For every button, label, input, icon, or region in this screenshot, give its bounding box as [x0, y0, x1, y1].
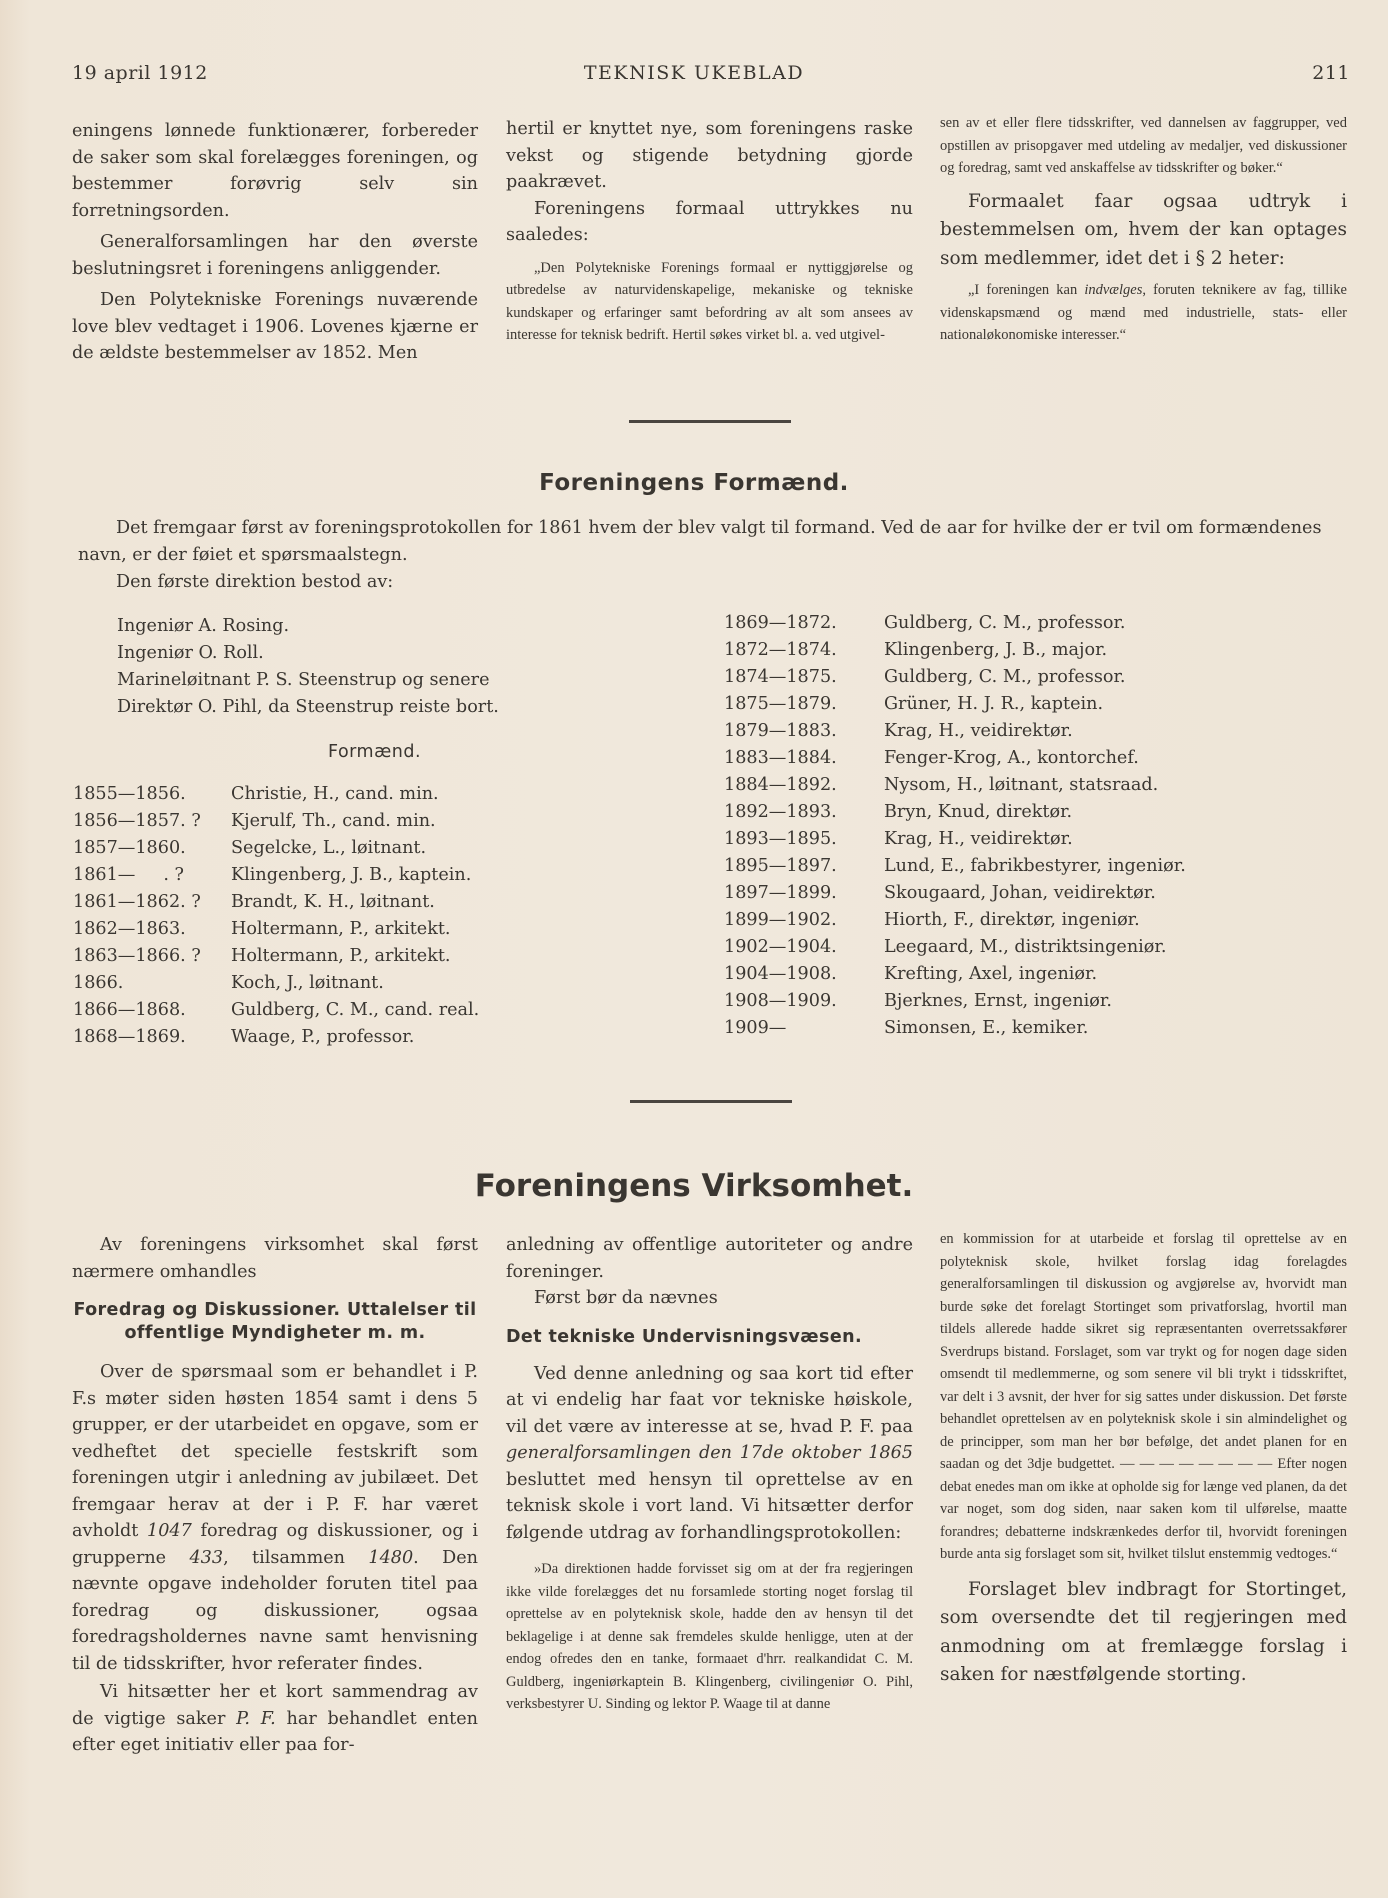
- president-row: [724, 826, 1186, 853]
- paragraph: Forslaget blev indbragt for Stortinget, som oversendte det til regjeringen med anmodning om at fremlægge forslag i saken for næstfølgende storting.: [940, 1578, 1347, 1685]
- president-name: Guldberg, C. M., professor.: [884, 667, 1126, 687]
- term-years: 1868—1869.: [73, 1027, 186, 1047]
- president-row: [73, 862, 479, 889]
- header-date: 19 april 1912: [72, 62, 208, 84]
- term-years: 1856—1857. ?: [73, 811, 201, 831]
- president-name: Krag, H., veidirektør.: [884, 721, 1073, 741]
- president-row: [724, 718, 1186, 745]
- president-name: Klingenberg, J. B., major.: [884, 640, 1108, 660]
- term-years: 1874—1875.: [724, 667, 837, 687]
- quote-paragraph: „Den Polytekniske Forenings formaal er nyttiggjørelse og utbredelse av naturvidenskapelige, mekaniske og tekniske kundskaper og erfaringer samt befordring av alt som ansees av interesse for teknisk bedrift. Hertil søkes virket bl. a. ved utgivel-: [506, 259, 913, 343]
- president-name: Koch, J., løitnant.: [231, 973, 384, 993]
- term-years: 1895—1897.: [724, 856, 837, 876]
- paragraph: Generalforsamlingen har den øverste beslutningsret i foreningens anliggender.: [72, 232, 478, 279]
- subheading: Det tekniske Undervisningsvæsen.: [506, 1326, 863, 1347]
- president-name: Fenger-Krog, A., kontorchef.: [884, 748, 1139, 768]
- president-name: Christie, H., cand. min.: [231, 784, 439, 804]
- president-name: Waage, P., professor.: [231, 1027, 415, 1047]
- text: Over de spørsmaal som er behandlet i P. F.s møter siden høsten 1854 samt i dens 5 grupper, er der utarbeidet en opgave, som er vedheftet det specielle festskrift som foreningen utgir i anledning av jubilæet. Det fremgaar herav at der i P. F. har været avholdt: [72, 1362, 478, 1541]
- top-column-3: [940, 112, 1347, 347]
- section-divider: [630, 1100, 792, 1103]
- presidents-list-left: [73, 781, 479, 1051]
- presidents-list-right: [724, 610, 1186, 1042]
- paragraph: [506, 1361, 913, 1547]
- text: foredrag og diskussioner, og i grupperne: [72, 1521, 478, 1568]
- president-name: Holtermann, P., arkitekt.: [231, 919, 451, 939]
- quote-text: , foruten teknikere av fag, tillike videnskapsmænd og mænd med industrielle, stats- eller nationaløkonomiske interesser.“: [940, 282, 1347, 343]
- president-name: Brandt, K. H., løitnant.: [231, 892, 435, 912]
- text: Vi hitsætter her et kort sammendrag av de vigtige saker: [72, 1682, 478, 1729]
- number: 1480: [368, 1547, 414, 1568]
- section-title-formaend: Foreningens Formænd.: [539, 470, 849, 496]
- quote-emphasis: indvælges: [1084, 282, 1143, 298]
- term-years: 1908—1909.: [724, 991, 837, 1011]
- president-name: Lund, E., fabrikbestyrer, ingeniør.: [884, 856, 1186, 876]
- text: besluttet med hensyn til oprettelse av en teknisk skole i vort land. Vi hitsætter derfor følgende utdrag av forhandlingsprotokollen:: [506, 1469, 913, 1543]
- term-years: 1902—1904.: [724, 937, 837, 957]
- paragraph: Av foreningens virksomhet skal først nærmere omhandles: [72, 1235, 478, 1282]
- list-item: Ingeniør O. Roll.: [117, 643, 264, 663]
- president-row: [724, 799, 1186, 826]
- paragraph: eningens lønnede funktionærer, forbereder de saker som skal forelægges foreningen, og bestemmer forøvrig selv sin forretningsorden.: [72, 121, 478, 221]
- emphasis: generalforsamlingen den 17de oktober 1865: [506, 1443, 913, 1463]
- term-years: 1869—1872.: [724, 613, 837, 633]
- text: har behandlet enten efter eget initiativ eller paa for-: [72, 1708, 478, 1755]
- term-years: 1892—1893.: [724, 802, 837, 822]
- president-row: [73, 943, 479, 970]
- term-years: 1866.: [73, 973, 124, 993]
- president-name: Kjerulf, Th., cand. min.: [231, 811, 436, 831]
- president-row: [724, 988, 1186, 1015]
- bottom-column-3: [940, 1228, 1347, 1690]
- subheading: Foredrag og Diskussioner. Uttalelser til offentlige Myndigheter m. m.: [73, 1300, 477, 1343]
- formaend-subtitle: Formænd.: [328, 742, 422, 762]
- president-row: [724, 907, 1186, 934]
- president-row: [73, 1024, 479, 1051]
- president-row: [73, 970, 479, 997]
- paragraph: anledning av offentlige autoriteter og andre foreninger.: [506, 1235, 913, 1282]
- president-name: Guldberg, C. M., cand. real.: [231, 1000, 480, 1020]
- list-item: Direktør O. Pihl, da Steenstrup reiste bort.: [117, 697, 499, 717]
- paragraph: [72, 1679, 478, 1759]
- term-years: 1866—1868.: [73, 1000, 186, 1020]
- term-years: 1875—1879.: [724, 694, 837, 714]
- president-row: [73, 997, 479, 1024]
- president-row: [724, 1015, 1186, 1042]
- president-name: Segelcke, L., løitnant.: [231, 838, 427, 858]
- paragraph: hertil er knyttet nye, som foreningens raske vekst og stigende betydning gjorde paakrævet.: [506, 119, 913, 192]
- quote-paragraph: [940, 279, 1347, 347]
- president-row: [73, 781, 479, 808]
- term-years: 1899—1902.: [724, 910, 837, 930]
- number: 433: [189, 1547, 224, 1568]
- president-name: Krag, H., veidirektør.: [884, 829, 1073, 849]
- header-journal-title: TEKNISK UKEBLAD: [583, 62, 805, 84]
- president-name: Hiorth, F., direktør, ingeniør.: [884, 910, 1140, 930]
- president-name: Holtermann, P., arkitekt.: [231, 946, 451, 966]
- page-number: 211: [1312, 62, 1350, 84]
- quote-paragraph: en kommission for at utarbeide et forslag til oprettelse av en polyteknisk skole, hvilket forslag idag forelagdes generalforsamlingen til diskussion og avgjørelse av, hvorvidt man burde søke det forelagt Stortinget som privatforslag, hvortil man tildels allerede hadde sikret sig repræsentanten overretssakfører Sverdrups bistand. Forslaget, som var trykt og for nogen dage siden omsendt til medlemmerne, og som senere vil bli trykt i tidsskriftet, var delt i 3 avsnit, der hver for sig sattes under diskussion. Det første behandlet oprettelsen av en polyteknisk skole i sin almindelighet og de principper, som man her bør befølge, det andet planen for en saadan og det 3dje budgettet. — — — — — — — — Efter nogen debat enedes man om ikke at opholde sig for længe ved planen, da det var noget, som dog siden, naar saken kom til ulførelse, maatte forandres; debatterne indskrænkedes derfor til, hvorvidt foreningen burde anta sig forslaget som sit, hvilket tilslut enstemmig vedtoges.“: [940, 1231, 1347, 1562]
- text: , tilsammen: [223, 1547, 369, 1568]
- section-title-virksomhet: Foreningens Virksomhet.: [474, 1168, 914, 1204]
- term-years: 1861— . ?: [73, 865, 184, 885]
- paragraph: Formaalet faar ogsaa udtryk i bestemmelsen om, hvem der kan optages som medlemmer, idet det i § 2 heter:: [940, 190, 1347, 269]
- term-years: 1897—1899.: [724, 883, 837, 903]
- term-years: 1855—1856.: [73, 784, 186, 804]
- president-row: [73, 916, 479, 943]
- term-years: 1861—1862. ?: [73, 892, 201, 912]
- term-years: 1872—1874.: [724, 640, 837, 660]
- text: Ved denne anledning og saa kort tid efter at vi endelig har faat vor tekniske høiskole, vil det være av interesse at se, hvad P. F. paa: [506, 1363, 913, 1437]
- term-years: 1863—1866. ?: [73, 946, 201, 966]
- section-divider: [629, 420, 791, 423]
- president-row: [724, 664, 1186, 691]
- president-row: [724, 745, 1186, 772]
- president-name: Leegaard, M., distriktsingeniør.: [884, 937, 1167, 957]
- bottom-column-1: [72, 1232, 478, 1759]
- paragraph: Foreningens formaal uttrykkes nu saaledes:: [506, 198, 913, 245]
- paragraph: [72, 1359, 478, 1677]
- president-row: [724, 691, 1186, 718]
- paragraph: Den Polytekniske Forenings nuværende love blev vedtaget i 1906. Lovenes kjærne er de ældste bestemmelser av 1852. Men: [72, 290, 478, 363]
- term-years: 1904—1908.: [724, 964, 837, 984]
- president-row: [724, 880, 1186, 907]
- list-item: Ingeniør A. Rosing.: [117, 616, 290, 636]
- list-item: Marineløitnant P. S. Steenstrup og senere: [117, 670, 490, 690]
- president-name: Krefting, Axel, ingeniør.: [884, 964, 1098, 984]
- president-name: Nysom, H., løitnant, statsraad.: [884, 775, 1159, 795]
- president-name: Skougaard, Johan, veidirektør.: [884, 883, 1156, 903]
- president-name: Klingenberg, J. B., kaptein.: [231, 865, 472, 885]
- paragraph: Først bør da nævnes: [534, 1288, 718, 1308]
- quote-text: „I foreningen kan: [968, 282, 1085, 298]
- emphasis: P. F.: [236, 1708, 276, 1729]
- formaend-intro: Det fremgaar først av foreningsprotokollen for 1861 hvem der blev valgt til formand. Ved de aar for hvilke der er tvil om formændenes navn, er der føiet et spørsmaalstegn.: [78, 518, 1322, 565]
- president-row: [724, 772, 1186, 799]
- number: 1047: [147, 1521, 192, 1541]
- president-name: Bjerknes, Ernst, ingeniør.: [884, 991, 1112, 1011]
- term-years: 1862—1863.: [73, 919, 186, 939]
- president-row: [724, 637, 1186, 664]
- bottom-column-2: [506, 1232, 913, 1716]
- president-name: Guldberg, C. M., professor.: [884, 613, 1126, 633]
- top-column-2: [506, 116, 913, 347]
- first-direction-list: [117, 613, 499, 721]
- president-name: Grüner, H. J. R., kaptein.: [884, 694, 1104, 714]
- direction-label: Den første direktion bestod av:: [116, 572, 394, 592]
- president-row: [73, 808, 479, 835]
- president-row: [724, 934, 1186, 961]
- president-row: [73, 889, 479, 916]
- president-row: [724, 610, 1186, 637]
- text: . Den nævnte opgave indeholder foruten titel paa foredrag og diskussioner, ogsaa foredragsholdernes navne samt henvisning til de tidsskrifter, hvor referater findes.: [72, 1547, 478, 1674]
- term-years: 1857—1860.: [73, 838, 186, 858]
- president-name: Bryn, Knud, direktør.: [884, 802, 1073, 822]
- quote-paragraph: sen av et eller flere tidsskrifter, ved dannelsen av faggrupper, ved opstillen av prisopgaver med utdeling av medaljer, ved diskussioner og foredrag, samt ved anskaffelse av tidsskrifter og bøker.“: [940, 115, 1347, 176]
- term-years: 1893—1895.: [724, 829, 837, 849]
- term-years: 1879—1883.: [724, 721, 837, 741]
- top-column-1: [72, 118, 478, 367]
- president-name: Simonsen, E., kemiker.: [884, 1018, 1089, 1038]
- term-years: 1884—1892.: [724, 775, 837, 795]
- term-years: 1909—: [724, 1018, 787, 1038]
- president-row: [724, 853, 1186, 880]
- president-row: [724, 961, 1186, 988]
- term-years: 1883—1884.: [724, 748, 837, 768]
- president-row: [73, 835, 479, 862]
- quote-paragraph: »Da direktionen hadde forvisset sig om at der fra regjeringen ikke vilde forelægges det nu forsamlede storting noget forslag til oprettelse av en polyteknisk skole, hadde den av hensyn til det beklagelige i at denne sak fremdeles skulde henligge, uten at der endog ofredes den en tanke, formaaet d'hrr. realkandidat C. M. Guldberg, ingeniørkaptein B. Klingenberg, civilingeniør O. Pihl, verksbestyrer U. Sinding og lektor P. Waage til at danne: [506, 1561, 913, 1712]
